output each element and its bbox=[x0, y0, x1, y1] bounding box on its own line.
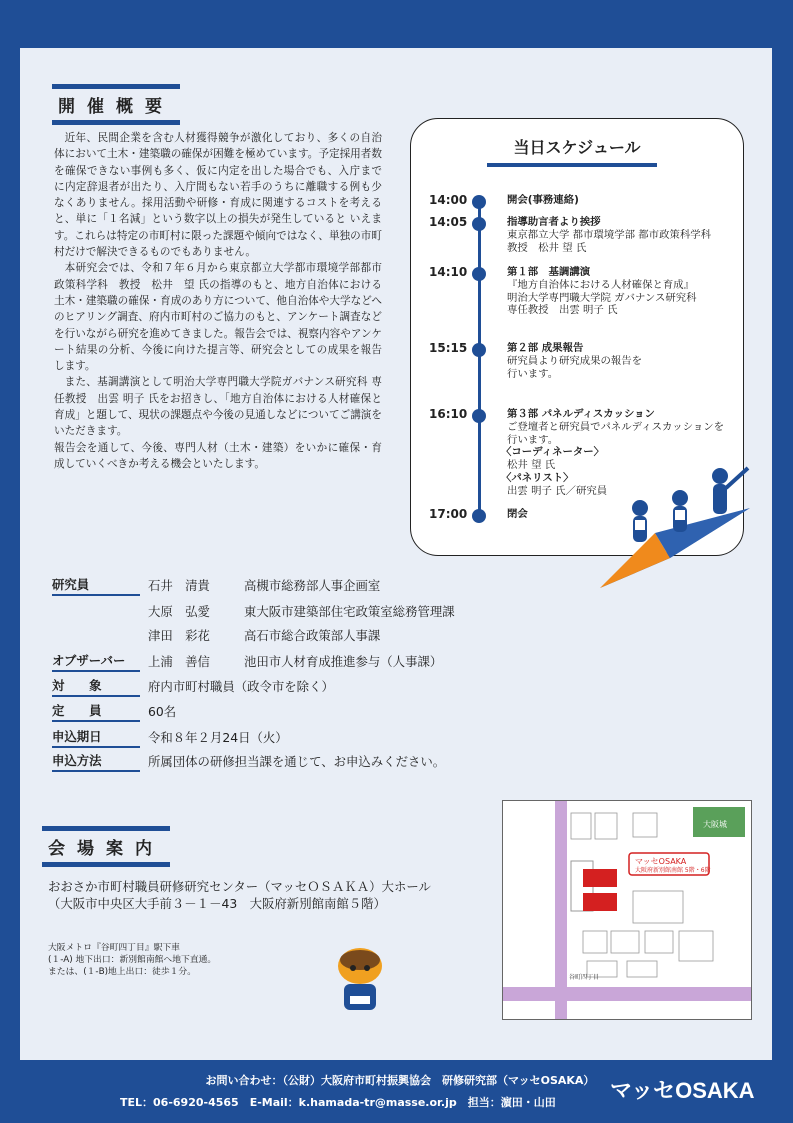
row-value: 所属団体の研修担当課を通じて、お申込みください。 bbox=[148, 754, 446, 769]
method-row bbox=[52, 752, 752, 772]
schedule-event-line: 専任教授 出雲 明子 氏 bbox=[507, 304, 618, 317]
researcher-row bbox=[52, 602, 752, 622]
observer-row bbox=[52, 652, 752, 672]
row-value: 石井 清貴 bbox=[148, 578, 210, 593]
schedule-event-line: 指導助言者より挨拶 bbox=[507, 216, 601, 228]
access-line: (１-A) 地下出口：新別館南館へ地下直通。 bbox=[48, 955, 217, 965]
researcher-row bbox=[52, 626, 752, 646]
row-value-org: 東大阪市建築部住宅政策室総務管理課 bbox=[244, 604, 455, 619]
schedule-event-line: 開会(事務連絡) bbox=[507, 194, 579, 206]
overview-body bbox=[54, 130, 382, 472]
venue-address: （大阪市中央区大手前３－１－43 大阪府新別館南館５階） bbox=[48, 896, 386, 911]
access-info bbox=[48, 942, 216, 978]
schedule-event bbox=[507, 266, 732, 317]
capacity-row bbox=[52, 702, 752, 722]
schedule-event bbox=[507, 194, 732, 207]
schedule-time: 17:00 bbox=[429, 507, 468, 521]
access-line: または、(１-B)地上出口：徒歩１分。 bbox=[48, 967, 197, 977]
schedule-title: 当日スケジュール bbox=[513, 138, 641, 157]
overview-paragraph: 近年、民間企業を含む人材獲得競争が激化しており、多くの自治体において土木・建築職の確保が困難を極めています。予定採用者数を確保できない事例も多く、仮に内定を出した場合でも、入庁までに内定辞退者が出たり、入庁間もない若手のうちに離職する例も少なくありません。採用活動や研修・育成に関連するコストを考えると、単に「１名減」という数字以上の損失が発生していると いえます。これらは特定の市町村に限った課題や傾向ではなく、単独の市町村だけで解決できるものでもありません。 bbox=[54, 132, 382, 259]
row-value: 大原 弘愛 bbox=[148, 604, 210, 619]
row-label: 定 員 bbox=[52, 702, 140, 722]
timeline-dot bbox=[472, 509, 486, 523]
timeline-dot bbox=[472, 267, 486, 281]
paper-plane-illustration bbox=[580, 438, 760, 598]
overview-heading: 開催概要 bbox=[58, 92, 174, 117]
schedule-event-line: 第２部 成果報告 bbox=[507, 342, 584, 354]
row-label: 研究員 bbox=[52, 576, 140, 596]
map-castle-label: 大阪城 bbox=[703, 820, 727, 829]
venue-name: おおさか市町村職員研修研究センター（マッセＯＳＡＫＡ）大ホール bbox=[48, 879, 431, 894]
contact-tel-email: TEL：06-6920-4565 E-Mail：k.hamada-tr@masse.or.jp 担当：濵田・山田 bbox=[120, 1096, 556, 1109]
schedule-event-line: 東京都立大学 都市環境学部 都市政策科学科 bbox=[507, 228, 712, 241]
overview-paragraph: 報告会を通して、今後、専門人材（土木・建築）をいかに確保・育成していくべきか考える機会といたします。 bbox=[54, 441, 382, 470]
timeline-dot bbox=[472, 195, 486, 209]
schedule-event-line: 研究員より研究成果の報告を bbox=[507, 354, 643, 367]
row-value: 上浦 善信 bbox=[148, 654, 210, 669]
schedule-event-line: 〈パネリスト〉 bbox=[501, 471, 574, 484]
schedule-event-line: 第１部 基調講演 bbox=[507, 266, 591, 278]
target-row bbox=[52, 677, 752, 697]
row-value: 令和８年２月24日（火） bbox=[148, 730, 288, 745]
mascot-illustration bbox=[320, 938, 400, 1018]
row-value-org: 高槻市総務部人事企画室 bbox=[244, 578, 381, 593]
timeline-dot bbox=[472, 343, 486, 357]
schedule-time: 14:05 bbox=[429, 215, 468, 229]
schedule-time: 15:15 bbox=[429, 341, 468, 355]
researcher-row bbox=[52, 576, 752, 596]
venue-text bbox=[48, 878, 431, 912]
schedule-event-line: 第３部 パネルディスカッション bbox=[507, 408, 655, 420]
schedule-event-line: 〈コーディネーター〉 bbox=[501, 446, 605, 459]
deadline-row bbox=[52, 728, 752, 748]
schedule-event-line: 出雲 明子 氏／研究員 bbox=[507, 484, 608, 497]
row-value-org: 池田市人材育成推進参与（人事課） bbox=[244, 654, 443, 669]
schedule-event bbox=[507, 216, 732, 254]
schedule-event-line: 明治大学専門職大学院 ガバナンス研究科 bbox=[507, 291, 697, 304]
timeline-dot bbox=[472, 217, 486, 231]
schedule-time: 14:10 bbox=[429, 265, 468, 279]
row-label: 対 象 bbox=[52, 677, 140, 697]
schedule-event bbox=[507, 342, 732, 380]
row-value-org: 高石市総合政策部人事課 bbox=[244, 628, 381, 643]
row-label: オブザーバー bbox=[52, 652, 140, 672]
row-value: 60名 bbox=[148, 704, 177, 719]
map-sub-label: 大阪府新別館南館 5階・6階 bbox=[635, 867, 711, 874]
row-value: 府内市町村職員（政令市を除く） bbox=[148, 679, 334, 694]
schedule-event-line: 『地方自治体における人材確保と育成』 bbox=[507, 278, 695, 291]
timeline-line bbox=[478, 201, 481, 516]
page-sheet bbox=[20, 48, 772, 1060]
schedule-time: 16:10 bbox=[429, 407, 468, 421]
row-label: 申込期日 bbox=[52, 728, 140, 748]
contact-line: お問い合わせ：（公財）大阪府市町村振興協会 研修研究部（マッセOSAKA） bbox=[205, 1074, 595, 1087]
masse-osaka-logo: マッセOSAKA bbox=[610, 1078, 755, 1103]
map-station-label: 谷町四丁目 bbox=[569, 974, 600, 981]
map-main-label: マッセOSAKA bbox=[635, 857, 687, 866]
row-label: 申込方法 bbox=[52, 752, 140, 772]
schedule-event-line: ご登壇者と研究員でパネルディスカッションを bbox=[507, 420, 725, 433]
schedule-event-line: 閉会 bbox=[507, 508, 528, 520]
overview-paragraph: 本研究会では、令和７年６月から東京都立大学都市環境学部都市政策科学科 教授 松井 望 氏の指導のもと、地方自治体における土木・建築職の確保・育成のあり方について、他自治体や大学などへのヒアリング調査、府内市町村のご協力のもと、アンケート調査などを行いながら研究を進めてきました。報告会では、視察内容やアンケート結果の分析、今後に向けた提言等、研究会としての成果を報告します。 bbox=[54, 262, 382, 373]
venue-map bbox=[502, 800, 752, 1020]
schedule-event-line: 行います。 bbox=[507, 367, 559, 380]
access-line: 大阪メトロ『谷町四丁目』駅下車 bbox=[48, 943, 180, 953]
schedule-time: 14:00 bbox=[429, 193, 468, 207]
row-value: 津田 彩花 bbox=[148, 628, 210, 643]
overview-paragraph: また、基調講演として明治大学専門職大学院ガバナンス研究科 専任教授 出雲 明子 氏をお招きし、「地方自治体における人材確保と育成」と題して、現状の課題点や今後の見通しなどについてご講演をいただきます。 bbox=[54, 376, 382, 438]
schedule-title-underline bbox=[487, 163, 657, 167]
venue-heading: 会場案内 bbox=[48, 834, 164, 859]
schedule-event-line: 松井 望 氏 bbox=[507, 459, 556, 472]
timeline-dot bbox=[472, 409, 486, 423]
schedule-event-line: 教授 松井 望 氏 bbox=[507, 241, 587, 254]
schedule-event-line: 行います。 bbox=[507, 433, 559, 446]
